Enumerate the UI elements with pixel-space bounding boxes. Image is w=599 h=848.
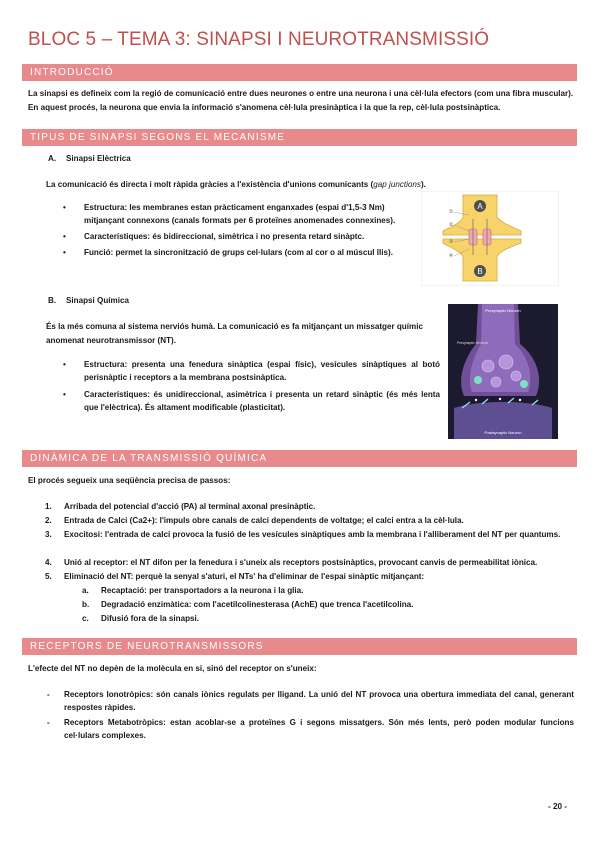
electric-title: Sinapsi Elèctrica (66, 154, 131, 163)
step-item: 1. Arribada del potencial d'acció (PA) al terminal axonal presinàptic. (45, 502, 316, 511)
page-title: BLOC 5 – TEMA 3: SINAPSI I NEUROTRANSMISSIÓ (28, 29, 490, 50)
figure-marker: ④ (448, 253, 454, 259)
figure-marker: ② (448, 222, 454, 228)
figure-label-a: A (477, 202, 483, 211)
receptor-item: - Receptors Metabotròpics: estan acoblar-se a proteïnes G i segons missatgers. Són més lents, però poden modular funcions cel·lulars complexes. (47, 718, 574, 740)
chemical-intro: És la més comuna al sistema nerviós humà. La comunicació es fa mitjançant un missatger químic anomenat neurotransmissor (NT). (46, 322, 423, 345)
chemical-synapse-figure (448, 304, 558, 439)
substep-item: b. Degradació enzimàtica: com l'acetilcolinesterasa (AchE) que trenca l'acetilcolina. (82, 600, 414, 609)
gap-junctions-term: gap junctions (373, 180, 421, 189)
substep-item: a. Recaptació: per transportadors a la neurona i la glia. (82, 586, 304, 595)
substep-item: c. Difusió fora de la sinapsi. (82, 614, 200, 623)
receptors-intro: L'efecte del NT no depèn de la molècula en si, sinó del receptor on s'uneix: (28, 664, 317, 673)
step-item: 2. Entrada de Calci (Ca2+): l'impuls obre canals de calci dependents de voltatge; el calci entra a la cèl·lula. (45, 516, 464, 525)
step-item: 5. Eliminació del NT: perquè la senyal s'aturi, el NTs' ha d'eliminar de l'espai sinàptic mitjançant: (45, 572, 425, 581)
electric-bullet: • Característiques: és bidireccional, simètrica i no presenta retard sinàptc. (63, 232, 365, 241)
electric-bullet: • Funció: permet la sincronització de grups cel·lulars (com al cor o al múscul llis). (63, 248, 393, 257)
electric-bullet: • Estructura: les membranes estan pràcticament enganxades (espai d'1,5-3 Nm) mitjançant connexons (canals formats per 6 proteïnes anomenades connexines). (63, 203, 396, 225)
dynamics-intro: El procés segueix una seqüència precisa de passos: (28, 476, 231, 485)
chemical-bullet: • Característiques: és unidireccional, asimètrica i presenta un retard sinàptic (és més lenta que l'elèctrica). És altament modificable (plasticitat). (63, 390, 440, 412)
figure-marker: ③ (448, 239, 454, 245)
section-heading-types: TIPUS DE SINAPSI SEGONS EL MECANISME (22, 129, 577, 146)
section-heading-receptors: RECEPTORS DE NEUROTRANSMISSORS (22, 638, 577, 655)
presynaptic-terminal-label: Presynaptic terminal (457, 341, 488, 345)
electric-intro: La comunicació és directa i molt ràpida gràcies a l'existència d'unions comunicants (gap junctions). (46, 180, 426, 189)
page-number: - 20 - (548, 802, 567, 811)
electric-marker: A. (48, 154, 57, 163)
receptor-item: - Receptors Ionotròpics: són canals iònics regulats per lligand. La unió del NT provoca una obertura immediata del canal, generant respostes ràpides. (47, 690, 574, 712)
chemical-marker: B. (48, 296, 57, 305)
chemical-bullet: • Estructura: presenta una fenedura sinàptica (espai físic), vesícules sinàptiques al botó perisnàptic i receptors a la membrana postsinàptica. (63, 360, 440, 382)
intro-paragraph: La sinapsi es defineix com la regió de comunicació entre dues neurones o entre una neurona i una cèl·lula efectors (com una fibra muscular). En aquest procés, la neurona que envia la informació s'anomena cèl·lula presinàptica i la que la rep, cèl·lula postsinàptica. (28, 89, 574, 112)
figure-marker: ① (448, 209, 454, 215)
electric-synapse-figure (421, 191, 559, 286)
presynaptic-neuron-label: Presynaptic Neuron (485, 308, 521, 313)
section-heading-intro: INTRODUCCIÓ (22, 64, 577, 81)
step-item: 4. Unió al receptor: el NT difon per la fenedura i s'uneix als receptors postsinàptics, provocant canvis de permeabilitat iònica. (45, 558, 538, 567)
chemical-title: Sinapsi Química (66, 296, 129, 305)
postsynaptic-neuron-label: Postsynaptic Neuron (484, 430, 522, 435)
section-heading-dynamics: DINÀMICA DE LA TRANSMISSIÓ QUÍMICA (22, 450, 577, 467)
step-item: 3. Exocitosi: l'entrada de calci provoca la fusió de les vesícules sinàptiques amb la membrana i l'alliberament del NT per quantums. (45, 530, 561, 539)
figure-label-b: B (477, 267, 483, 276)
